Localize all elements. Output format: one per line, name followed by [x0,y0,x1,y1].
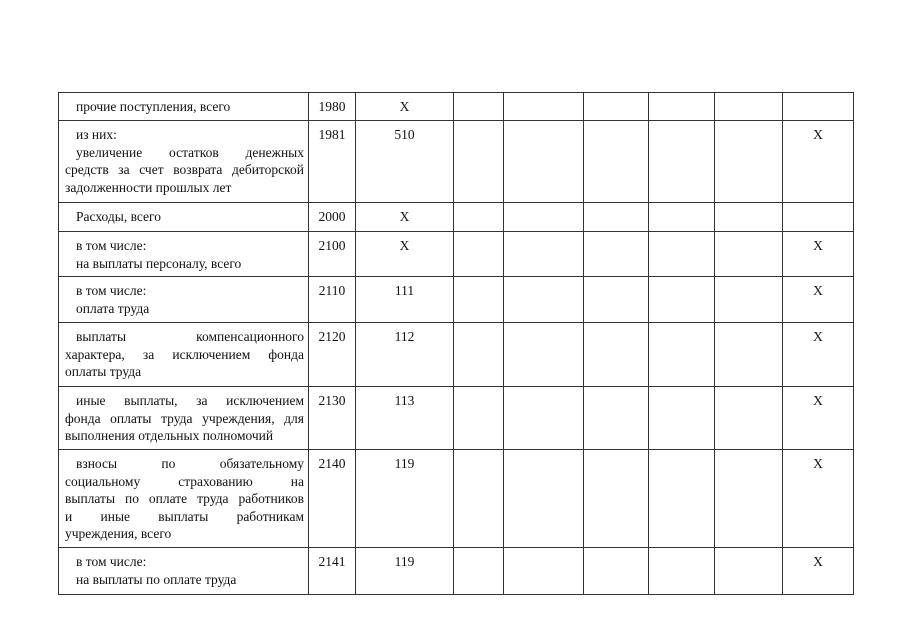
last-column-cell: X [783,277,854,323]
empty-cell [715,277,783,323]
empty-cell [649,323,715,387]
last-column-cell: X [783,548,854,595]
row-name-cell [59,121,309,203]
row-name-line: выплаты компенсационного [76,329,304,344]
kosgu-cell: X [356,232,454,277]
line-code-cell: 2130 [309,387,356,450]
empty-cell [715,121,783,203]
row-name-cell [59,232,309,277]
empty-cell [504,93,584,121]
empty-cell [584,548,649,595]
row-name-line: из них: [76,127,117,142]
table-row [59,387,854,450]
row-name-line: в том числе: [76,554,147,569]
kosgu-cell: 510 [356,121,454,203]
line-code-cell: 1981 [309,121,356,203]
empty-cell [584,232,649,277]
line-code-cell: 2141 [309,548,356,595]
empty-cell [454,93,504,121]
table-row [59,203,854,232]
row-name-cell [59,548,309,595]
table-row [59,277,854,323]
empty-cell [649,203,715,232]
row-name-line: на выплаты по оплате труда [76,571,237,587]
row-name-cell [59,203,309,232]
table-row [59,548,854,595]
table-row [59,323,854,387]
line-code-cell: 2100 [309,232,356,277]
empty-cell [715,450,783,548]
empty-cell [584,323,649,387]
row-name-line: оплата труда [76,300,150,316]
row-name-line: и иные выплаты работникам [65,508,304,524]
last-column-cell: X [783,121,854,203]
budget-table [58,92,854,595]
empty-cell [454,203,504,232]
empty-cell [715,323,783,387]
table-row [59,93,854,121]
row-name-line: взносы по обязательному [76,456,304,471]
kosgu-cell: 119 [356,450,454,548]
line-code-cell: 1980 [309,93,356,121]
empty-cell [649,232,715,277]
line-code-cell: 2140 [309,450,356,548]
row-name-line: учреждения, всего [65,526,172,541]
empty-cell [504,203,584,232]
empty-cell [649,450,715,548]
row-name-line: в том числе: [76,283,147,298]
empty-cell [584,93,649,121]
line-code-cell: 2000 [309,203,356,232]
empty-cell [649,387,715,450]
empty-cell [715,93,783,121]
kosgu-cell: 112 [356,323,454,387]
empty-cell [584,450,649,548]
empty-cell [504,387,584,450]
empty-cell [649,277,715,323]
row-name-line: иные выплаты, за исключением [76,393,304,408]
empty-cell [584,277,649,323]
kosgu-cell: 113 [356,387,454,450]
row-name-line: выполнения отдельных полномочий [65,428,274,443]
empty-cell [504,323,584,387]
empty-cell [715,387,783,450]
empty-cell [715,548,783,595]
empty-cell [454,450,504,548]
empty-cell [454,121,504,203]
row-name-line: Расходы, всего [76,209,161,224]
empty-cell [649,548,715,595]
row-name-line: средств за счет возврата дебиторской [65,162,304,177]
kosgu-cell: X [356,93,454,121]
last-column-cell: X [783,323,854,387]
empty-cell [504,232,584,277]
table-row [59,232,854,277]
row-name-line: характера, за исключением фонда [65,346,304,362]
table-row [59,450,854,548]
empty-cell [504,548,584,595]
empty-cell [649,121,715,203]
empty-cell [504,450,584,548]
row-name-line: оплаты труда [65,364,142,379]
row-name-line: увеличение остатков денежных [76,144,304,160]
row-name-line: фонда оплаты труда учреждения, для [65,410,304,426]
row-name-cell [59,387,309,450]
empty-cell [584,121,649,203]
row-name-cell [59,323,309,387]
empty-cell [454,232,504,277]
empty-cell [454,277,504,323]
last-column-cell [783,93,854,121]
row-name-line: социальному страхованию на [65,473,304,489]
last-column-cell: X [783,232,854,277]
row-name-cell [59,450,309,548]
empty-cell [584,203,649,232]
empty-cell [715,203,783,232]
last-column-cell [783,203,854,232]
empty-cell [504,277,584,323]
line-code-cell: 2120 [309,323,356,387]
last-column-cell: X [783,387,854,450]
empty-cell [504,121,584,203]
kosgu-cell: 111 [356,277,454,323]
row-name-cell [59,93,309,121]
empty-cell [454,387,504,450]
row-name-line: на выплаты персоналу, всего [76,255,242,271]
empty-cell [715,232,783,277]
empty-cell [649,93,715,121]
empty-cell [454,548,504,595]
kosgu-cell: 119 [356,548,454,595]
kosgu-cell: X [356,203,454,232]
line-code-cell: 2110 [309,277,356,323]
row-name-line: прочие поступления, всего [76,99,231,114]
row-name-line: в том числе: [76,238,147,253]
empty-cell [454,323,504,387]
table-row [59,121,854,203]
row-name-cell [59,277,309,323]
row-name-line: выплаты по оплате труда работников [65,491,304,506]
last-column-cell: X [783,450,854,548]
empty-cell [584,387,649,450]
row-name-line: задолженности прошлых лет [65,179,232,195]
